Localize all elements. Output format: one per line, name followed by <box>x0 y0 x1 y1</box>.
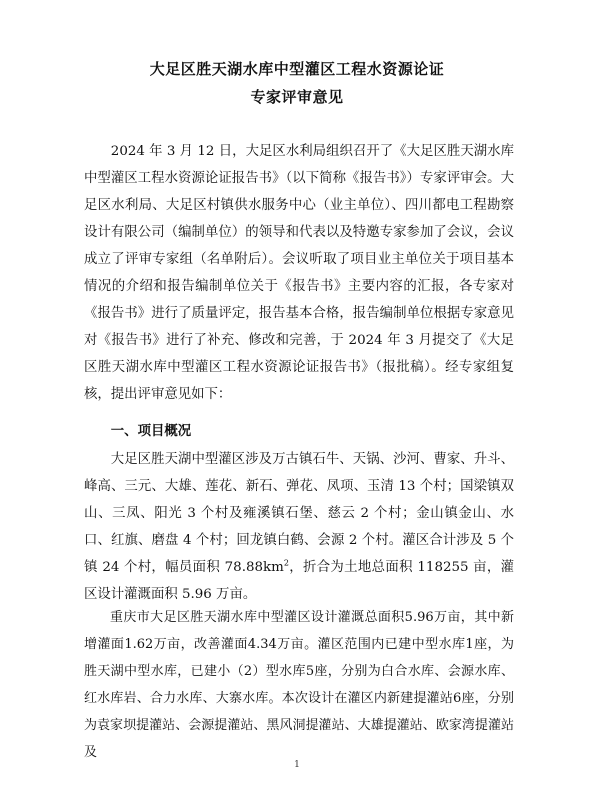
page-number: 1 <box>294 760 300 770</box>
section-heading-project-overview: 一、项目概况 <box>110 424 192 439</box>
paragraph-intro: 2024 年 3 月 12 日，大足区水利局组织召开了《大足区胜天湖水库中型灌区工程水资源论证报告书》（以下简称《报告书》）专家评审会。大足区水利局、大足区村镇供水服务中心（业主单位）、四川都电工程勘察设计有限公司（编制单位）的领导和代表以及特邀专家参加了会议，会议成立了评审专家组（名单附后）。会议听取了项目业主单位关于项目基本情况的介绍和报告编制单位关于《报告书》主要内容的汇报，各专家对《报告书》进行了质量评定，报告基本合格，报告编制单位根据专家意见对《报告书》进行了补充、修改和完善，于 2024 年 3 月提交了《大足区胜天湖水库中型灌区工程水资源论证报告书》（报批稿）。经专家组复核，提出评审意见如下： <box>84 144 514 402</box>
paragraph-irrigation-area <box>84 446 514 608</box>
document-title: 大足区胜天湖水库中型灌区工程水资源论证 <box>149 60 445 78</box>
paragraph-irrigation-design: 重庆市大足区胜天湖水库中型灌区设计灌溉总面积5.96万亩，其中新增灌面1.62万亩，改善灌面4.34万亩。灌区范围内已建中型水库1座，为胜天湖中型水库，已建小（2）型水库5座，分别为白合水库、会源水库、红水库岩、合力水库、大寨水库。本次设计在灌区内新建提灌站6座，分别为袁家坝提灌站、会源提灌站、黑风洞提灌站、大雄提灌站、欧家湾提灌站及 <box>84 610 514 760</box>
paragraph-irrigation-area-text: 大足区胜天湖中型灌区涉及万古镇石牛、天锅、沙河、曹家、升斗、峰高、三元、大雄、莲花、新石、弹花、凤项、玉清 13 个村；国梁镇双山、三凤、阳光 3 个村及雍溪镇石堡、慈云 2 个村；金山镇金山、水口、红旗、磨盘 4 个村；回龙镇白鹤、会源 2 个村。灌区合计涉及 5 个镇 24 个村，幅员面积 78.88km <box>84 452 514 575</box>
paragraph-irrigation-area-text-end: ，折合为土地总面积 118255 亩，灌区设计灌溉面积 5.96 万亩。 <box>84 560 514 602</box>
document-subtitle: 专家评审意见 <box>250 88 344 106</box>
superscript-two: 2 <box>283 558 289 568</box>
